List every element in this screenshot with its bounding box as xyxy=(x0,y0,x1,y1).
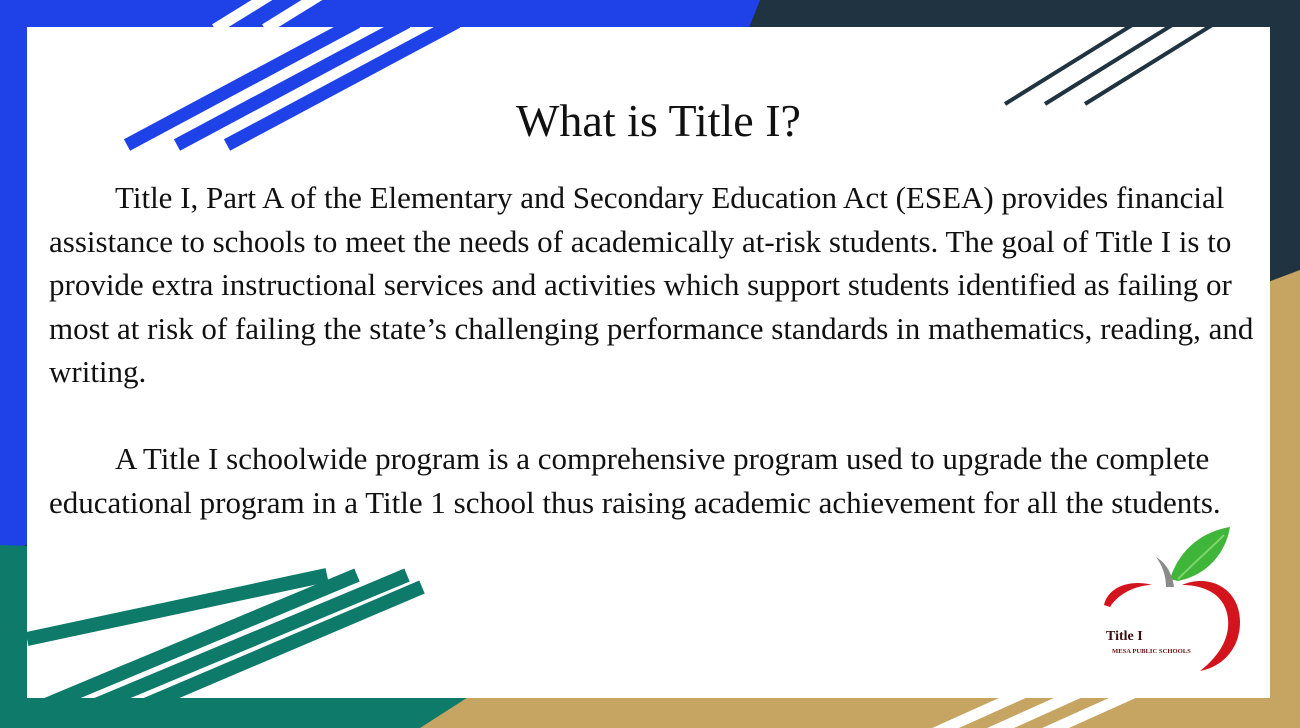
slide-body xyxy=(49,176,1264,524)
logo-name: Title I xyxy=(1106,629,1143,644)
leaf-icon xyxy=(1170,527,1230,581)
title-i-logo xyxy=(1100,527,1250,672)
slide-title: What is Title I? xyxy=(516,95,801,146)
paragraph-title-i-definition: Title I, Part A of the Elementary and Secondary Education Act (ESEA) provides financial assistance to schools to meet the needs of academically at-risk students. The goal of Title I is to provide extra instructional services and activities which support students identified as failing or most at risk of failing the state’s challenging performance standards in mathematics, reading, and writing. xyxy=(49,180,1254,389)
logo-subtitle: MESA PUBLIC SCHOOLS xyxy=(1112,648,1191,655)
stem-icon xyxy=(1156,557,1174,587)
apple-icon xyxy=(1104,583,1152,607)
slide-card xyxy=(27,27,1270,698)
paragraph-schoolwide-program: A Title I schoolwide program is a comprehensive program used to upgrade the complete educational program in a Title 1 school thus raising academic achievement for all the students. xyxy=(49,441,1221,520)
